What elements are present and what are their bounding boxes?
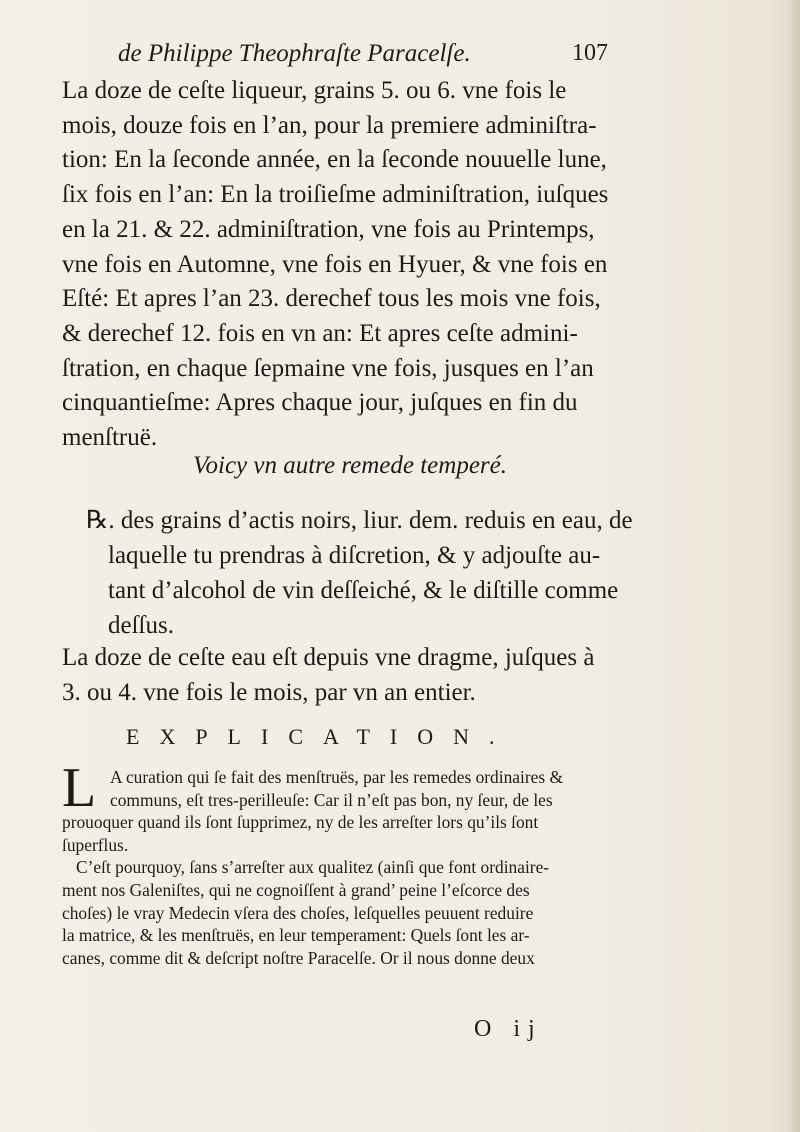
text-line: laquelle tu prendras à diſcretion, & y adjouſte au- [108,542,601,569]
text-line: ſtration, en chaque ſepmaine vne fois, jusques en l’an [62,354,594,382]
text-line: A curation qui ſe fait des menſtruës, par les remedes ordinaires & [110,767,563,787]
text-line: mois, douze fois en l’an, pour la premiere adminiſtra- [62,111,597,139]
text-line: choſes) le vray Medecin vſera des choſes, leſquelles peuuent reduire [62,902,534,923]
text-line: menſtruë. [62,424,158,452]
text-line: ſuperflus. [62,834,129,855]
running-header [118,40,608,74]
text-line: vne fois en Automne, vne fois en Hyuer, & vne fois en [62,250,608,278]
dose-paragraph [62,640,602,710]
text-line: canes, comme dit & deſcript noſtre Paracelſe. Or il nous donne deux [62,947,535,968]
page-number: 107 [572,40,608,66]
text-line: Eſté: Et apres l’an 23. derechef tous les mois vne fois, [62,285,601,313]
main-text-block [62,74,609,456]
commentary-block [62,757,602,969]
text-line: ment nos Galeniſtes, qui ne cognoiſſent à grand’ peine l’eſcorce des [62,879,530,900]
text-line: tant d’alcohol de vin deſſeiché, & le diſtille comme [108,577,619,604]
text-line: C’eſt pourquoy, ſans s’arreſter aux qualitez (ainſi que font ordinaire- [76,857,550,878]
text-line: prouoquer quand ils ſont ſupprimez, ny de les arreſter lors qu’ils ſont [62,812,539,833]
page-edge-shadow [786,0,800,1132]
text-line: communs, eſt tres-perilleuſe: Car il n’eſt pas bon, ny ſeur, de les [110,789,553,810]
text-line: ℞. des grains d’actis noirs, liur. dem. reduis en eau, de [86,507,633,534]
running-title: de Philippe Theophraſte Paracelſe. [118,40,471,67]
text-line: 3. ou 4. vne fois le mois, par vn an entier. [62,679,476,706]
text-line: cinquantieſme: Apres chaque jour, juſques en fin du [62,389,578,417]
dosage-paragraph [62,74,609,456]
text-line: en la 21. & 22. adminiſtration, vne fois au Printemps, [62,215,595,243]
text-line: deſſus. [108,612,174,639]
text-line: La doze de ceſte eau eſt depuis vne dragme, juſques à [62,644,595,671]
drop-cap: L [62,757,97,819]
text-line: la matrice, & les menſtruës, en leur temperament: Quels ſont les ar- [62,925,530,946]
recipe-paragraph [86,503,633,643]
text-line: ſix fois en l’an: En la troiſieſme adminiſtration, iuſques [62,181,609,209]
signature-mark: O ij [474,1016,543,1042]
text-line: tion: En la ſeconde année, en la ſeconde nouuelle lune, [62,146,607,174]
text-line: & derechef 12. fois en vn an: Et apres ceſte admini- [62,319,578,347]
text-line: La doze de ceſte liqueur, grains 5. ou 6. vne fois le [62,77,567,104]
explication-heading: EXPLICATION. [126,724,515,749]
section-title: Voicy vn autre remede temperé. [193,452,507,479]
